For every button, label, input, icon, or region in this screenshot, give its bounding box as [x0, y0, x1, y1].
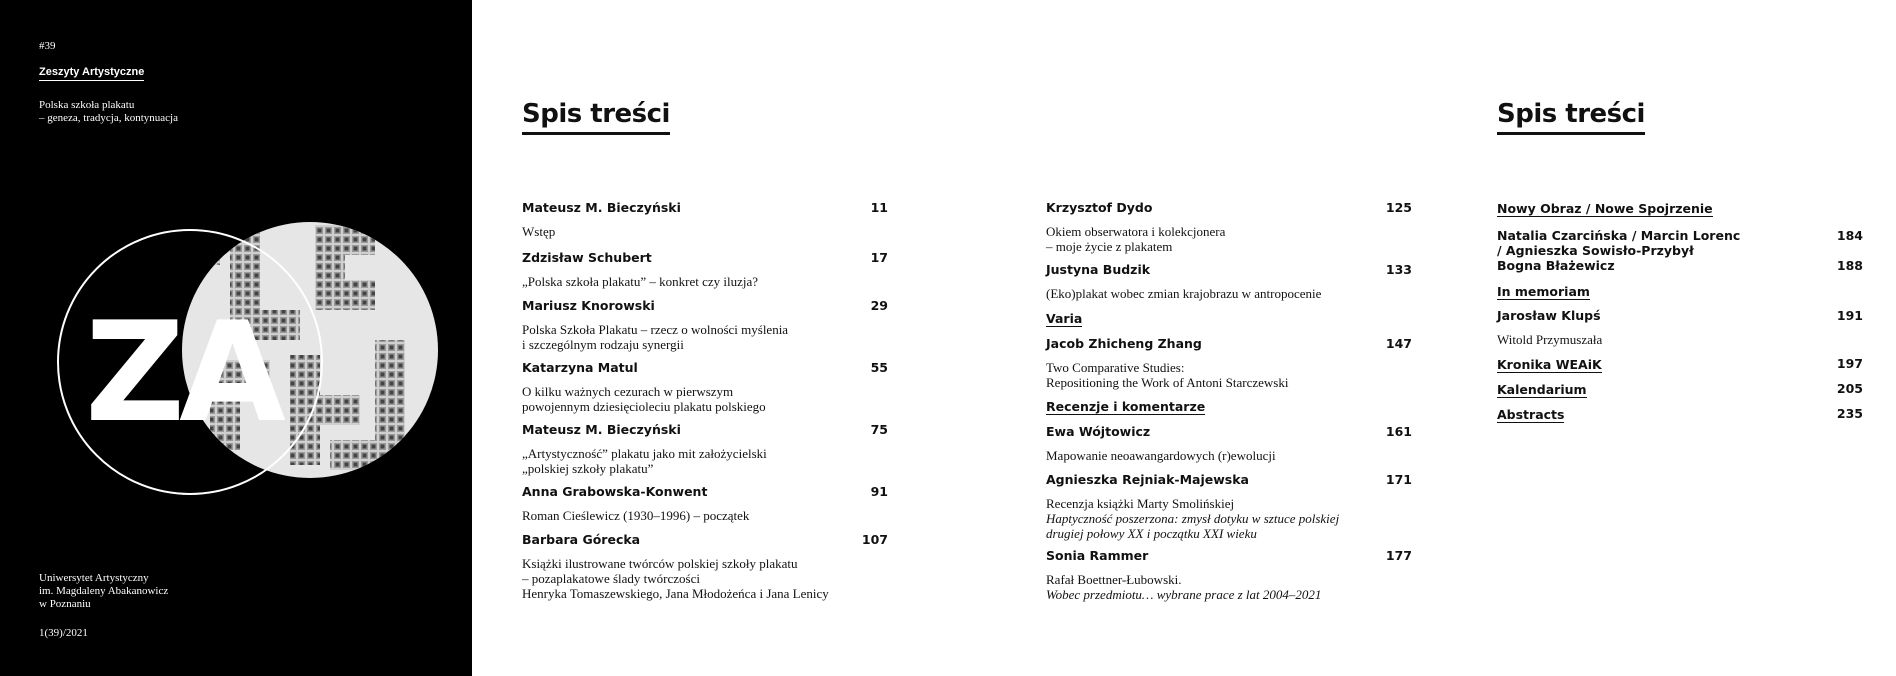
entry-page: 55 [870, 360, 888, 375]
entry-page: 147 [1385, 336, 1412, 351]
entry-page: 91 [870, 484, 888, 499]
entry-title: Two Comparative Studies: [1046, 360, 1185, 375]
entry-author: Katarzyna Matul [522, 360, 638, 375]
toc-heading-right: Spis treści [1497, 100, 1645, 135]
entry-author: Krzysztof Dydo [1046, 200, 1153, 215]
issue-volume: 1(39)/2021 [39, 627, 88, 639]
entry-title: O kilku ważnych cezurach w pierwszym [522, 384, 734, 399]
toc-column-3 [1497, 200, 1863, 431]
entry-page: 125 [1385, 200, 1412, 215]
entry-title: Recenzja książki Marty Smolińskiej [1046, 496, 1235, 511]
entry-author: Barbara Górecka [522, 532, 641, 547]
entry-title [1046, 587, 1412, 602]
entry-title: – pozaplakatowe ślady twórczości [522, 571, 700, 586]
toc-entry[interactable] [1497, 228, 1863, 258]
toc-entry[interactable] [1046, 424, 1412, 448]
journal-title: Zeszyty Artystyczne [39, 66, 144, 81]
entry-title: „Polska szkoła plakatu” – konkret czy iluzja? [522, 274, 759, 289]
entry-author: Mateusz M. Bieczyński [522, 422, 681, 437]
entry-page: 133 [1385, 262, 1412, 277]
entry-title: „Artystyczność” plakatu jako mit założycielski [522, 446, 767, 461]
section-abstracts: Abstracts [1497, 407, 1565, 422]
section-in-memoriam[interactable]: In memoriam [1497, 284, 1590, 299]
entry-title: Henryka Tomaszewskiego, Jana Młodożeńca i Jana Lenicy [522, 586, 829, 601]
entry-title: Książki ilustrowane twórców polskiej szkoły plakatu [522, 556, 798, 571]
entry-author: Agnieszka Rejniak-Majewska [1046, 472, 1249, 487]
toc-entry[interactable] [1497, 258, 1863, 283]
toc-entry[interactable] [1046, 200, 1412, 224]
entry-page: 235 [1836, 406, 1863, 421]
toc-entry[interactable] [1046, 336, 1412, 360]
entry-page: 184 [1836, 228, 1863, 243]
entry-page: 171 [1385, 472, 1412, 487]
entry-page: 191 [1836, 308, 1863, 323]
university-line: w Poznaniu [39, 598, 91, 610]
entry-title: Repositioning the Work of Antoni Starczewski [1046, 375, 1289, 390]
za-logo: ZA [85, 292, 280, 453]
toc-entry[interactable] [1046, 472, 1412, 496]
section-new-image[interactable]: Nowy Obraz / Nowe Spojrzenie [1497, 201, 1713, 216]
section-varia[interactable]: Varia [1046, 311, 1083, 326]
toc-entry[interactable] [1046, 262, 1412, 286]
university-name [39, 572, 168, 611]
entry-page: 17 [870, 250, 888, 265]
entry-author: / Agnieszka Sowisło-Przybył [1497, 243, 1694, 258]
entry-title: Roman Cieślewicz (1930–1996) – początek [522, 508, 750, 523]
toc-entry[interactable] [522, 360, 888, 384]
toc-entry[interactable] [1497, 308, 1863, 332]
entry-title: Polska Szkoła Plakatu – rzecz o wolności myślenia [522, 322, 789, 337]
entry-author: Mariusz Knorowski [522, 298, 655, 313]
entry-page: 205 [1836, 381, 1863, 396]
university-line: Uniwersytet Artystyczny [39, 572, 149, 584]
entry-author: Jarosław Klupś [1497, 308, 1601, 323]
entry-title: „polskiej szkoły plakatu” [522, 461, 654, 476]
entry-title: Rafał Boettner-Łubowski. [1046, 572, 1182, 587]
entry-title: powojennym dziesięcioleciu plakatu polskiego [522, 399, 766, 414]
entry-page: 29 [870, 298, 888, 313]
entry-author: Zdzisław Schubert [522, 250, 652, 265]
entry-page: 161 [1385, 424, 1412, 439]
entry-author: Jacob Zhicheng Zhang [1046, 336, 1202, 351]
entry-title: – moje życie z plakatem [1046, 239, 1173, 254]
entry-title: i szczególnym rodzaju synergii [522, 337, 684, 352]
entry-title-italic: Wobec przedmiotu… wybrane prace z lat 2004–2021 [1046, 587, 1322, 602]
entry-page: 177 [1385, 548, 1412, 563]
entry-title [1046, 526, 1412, 541]
toc-entry[interactable] [1497, 406, 1863, 431]
entry-title-italic: Haptyczność poszerzona: zmysł dotyku w sztuce polskiej [1046, 511, 1340, 526]
toc-column-1 [522, 200, 888, 601]
entry-title: Wstęp [522, 224, 556, 239]
subtitle-line: – geneza, tradycja, kontynuacja [39, 112, 178, 124]
toc-heading-left: Spis treści [522, 100, 670, 135]
entry-page: 107 [861, 532, 888, 547]
toc-entry[interactable] [1046, 548, 1412, 572]
toc-entry[interactable] [1497, 381, 1863, 406]
subtitle-line: Polska szkoła plakatu [39, 99, 135, 111]
toc-entry[interactable] [522, 200, 888, 224]
toc-entry[interactable] [522, 250, 888, 274]
section-reviews[interactable]: Recenzje i komentarze [1046, 399, 1206, 414]
toc-entry[interactable] [522, 422, 888, 446]
toc-entry[interactable] [1497, 356, 1863, 381]
entry-title: (Eko)plakat wobec zmian krajobrazu w antropocenie [1046, 286, 1322, 301]
entry-title [1046, 511, 1412, 526]
toc-entry[interactable] [522, 298, 888, 322]
issue-subtitle [39, 99, 178, 125]
section-kalendarium: Kalendarium [1497, 382, 1587, 397]
section-kronika: Kronika WEAiK [1497, 357, 1602, 372]
entry-author: Natalia Czarcińska / Marcin Lorenc [1497, 228, 1741, 243]
entry-author: Mateusz M. Bieczyński [522, 200, 681, 215]
entry-author: Justyna Budzik [1046, 262, 1151, 277]
entry-author: Bogna Błażewicz [1497, 258, 1615, 273]
entry-page: 188 [1836, 258, 1863, 273]
cover-panel [0, 0, 472, 676]
toc-column-2 [1046, 200, 1412, 602]
entry-title: Mapowanie neoawangardowych (r)ewolucji [1046, 448, 1276, 463]
toc-entry[interactable] [522, 532, 888, 556]
entry-title: Witold Przymuszała [1497, 332, 1603, 347]
entry-page: 75 [870, 422, 888, 437]
entry-author: Ewa Wójtowicz [1046, 424, 1151, 439]
cover-logo-art [0, 190, 472, 520]
entry-author: Sonia Rammer [1046, 548, 1149, 563]
toc-entry[interactable] [522, 484, 888, 508]
entry-title: Okiem obserwatora i kolekcjonera [1046, 224, 1226, 239]
issue-number: #39 [39, 40, 56, 52]
entry-page: 11 [870, 200, 888, 215]
university-line: im. Magdaleny Abakanowicz [39, 585, 169, 597]
entry-author: Anna Grabowska-Konwent [522, 484, 708, 499]
entry-title-italic: drugiej połowy XX i początku XXI wieku [1046, 526, 1257, 541]
entry-page: 197 [1836, 356, 1863, 371]
